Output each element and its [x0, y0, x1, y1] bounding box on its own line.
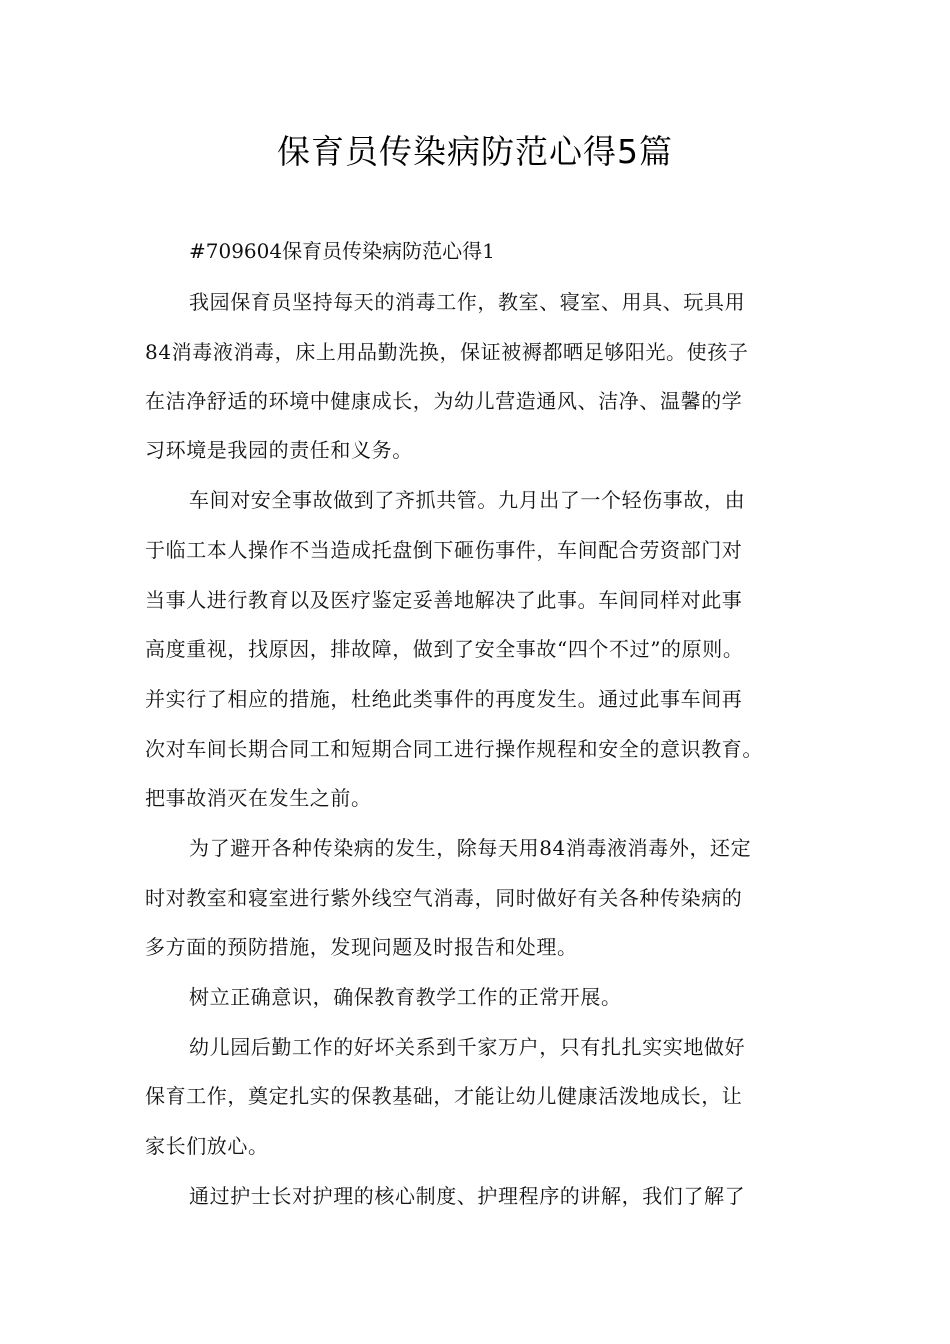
body-line: 习环境是我园的责任和义务。	[145, 438, 413, 462]
body-line: 把事故消灭在发生之前。	[145, 786, 372, 810]
body-line: 多方面的预防措施，发现问题及时报告和处理。	[145, 935, 578, 959]
body-line: 我园保育员坚持每天的消毒工作，教室、寝室、用具、玩具用	[189, 290, 746, 314]
body-line: 家长们放心。	[145, 1134, 269, 1158]
body-line: 为了避开各种传染病的发生，除每天用84消毒液消毒外，还定	[189, 836, 752, 860]
body-line: 并实行了相应的措施，杜绝此类事件的再度发生。通过此事车间再	[145, 687, 743, 711]
body-line: 84消毒液消毒，床上用品勤洗换，保证被褥都晒足够阳光。使孩子	[145, 340, 749, 364]
body-line: 于临工本人操作不当造成托盘倒下砸伤事件，车间配合劳资部门对	[145, 538, 743, 562]
body-line: 通过护士长对护理的核心制度、护理程序的讲解，我们了解了	[189, 1184, 746, 1208]
body-line: 幼儿园后勤工作的好坏关系到千家万户，只有扎扎实实地做好	[189, 1035, 746, 1059]
document-title: 保育员传染病防范心得5篇	[277, 132, 673, 171]
body-line: 时对教室和寝室进行紫外线空气消毒，同时做好有关各种传染病的	[145, 886, 743, 910]
body-line: 保育工作，奠定扎实的保教基础，才能让幼儿健康活泼地成长，让	[145, 1084, 743, 1108]
body-line: 车间对安全事故做到了齐抓共管。九月出了一个轻伤事故，由	[189, 488, 746, 512]
body-line: 在洁净舒适的环境中健康成长，为幼儿营造通风、洁净、温馨的学	[145, 389, 743, 413]
body-line: 次对车间长期合同工和短期合同工进行操作规程和安全的意识教育。	[145, 737, 763, 761]
section-heading: #709604保育员传染病防范心得1	[189, 239, 495, 263]
body-line: 当事人进行教育以及医疗鉴定妥善地解决了此事。车间同样对此事	[145, 588, 743, 612]
body-line: 树立正确意识，确保教育教学工作的正常开展。	[189, 985, 622, 1009]
body-line: 高度重视，找原因，排故障，做到了安全事故“四个不过”的原则。	[145, 637, 744, 661]
